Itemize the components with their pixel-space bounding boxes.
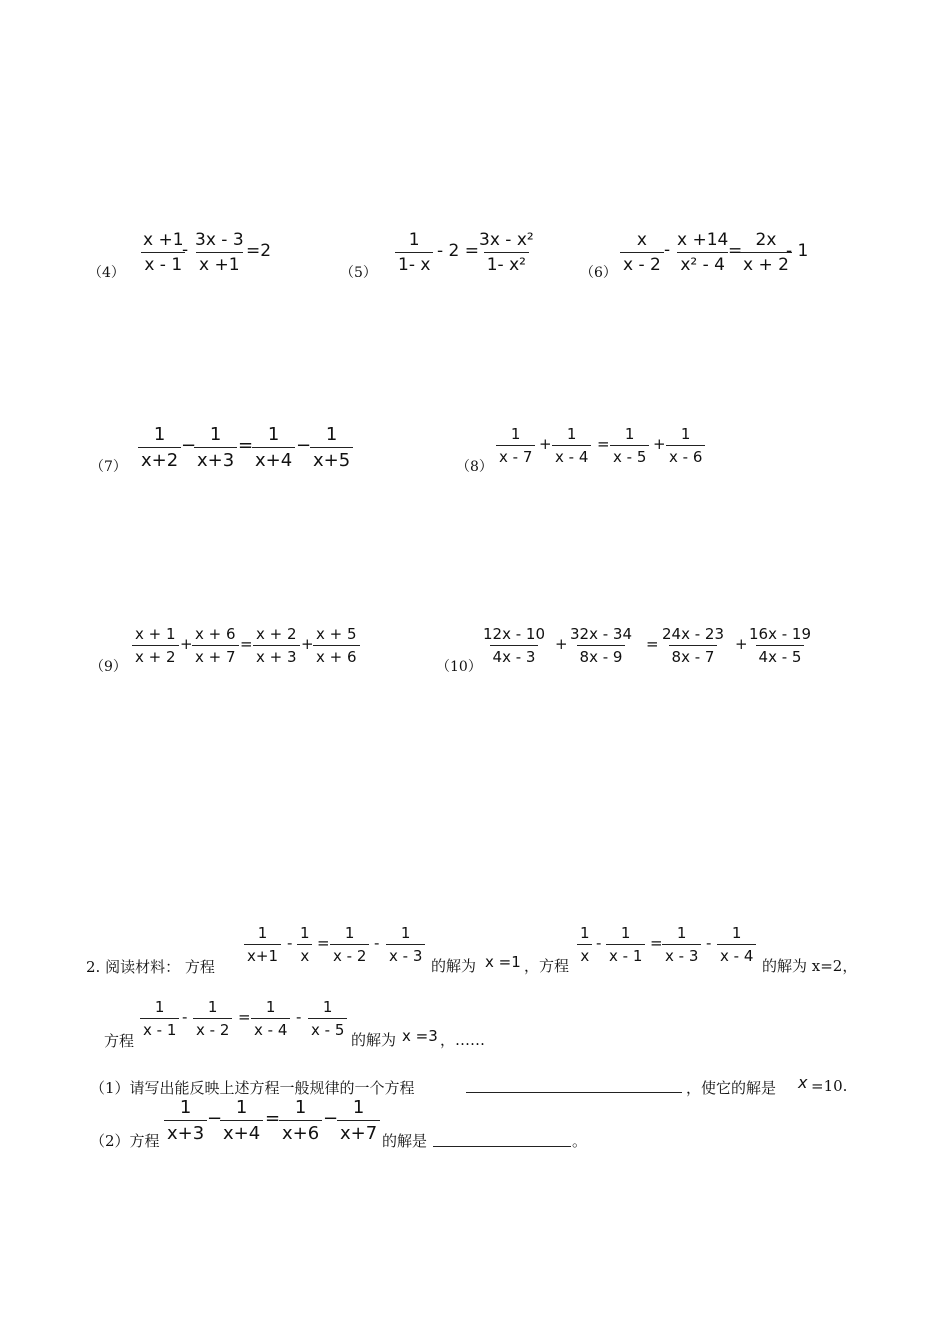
eqD-f3-denominator: x+6 xyxy=(279,1120,322,1143)
eqD-f4-denominator: x+7 xyxy=(337,1120,380,1143)
p10-fraction-4 xyxy=(746,627,814,665)
p10-operator-2: + xyxy=(735,635,748,653)
question-1-variable: x xyxy=(798,1073,808,1092)
p8-f4-denominator: x - 6 xyxy=(666,445,705,465)
p7-f4-numerator: 1 xyxy=(325,424,338,445)
p10-f4-numerator: 16x - 19 xyxy=(749,625,811,643)
p7-fraction-2 xyxy=(194,426,237,470)
p10-equals: = xyxy=(646,635,659,653)
eqC-fraction-1 xyxy=(140,1000,179,1038)
p7-fraction-1 xyxy=(138,426,181,470)
p8-fraction-4 xyxy=(666,427,705,465)
p6-f2-numerator: x +14 xyxy=(677,230,729,250)
p5-f1-denominator: 1- x xyxy=(395,252,433,274)
p6-f1-denominator: x - 2 xyxy=(620,252,664,274)
p9-f4-numerator: x + 5 xyxy=(316,625,357,643)
eqB-f4-denominator: x - 4 xyxy=(717,944,756,964)
p4-f1-numerator: x +1 xyxy=(143,230,184,250)
eqA-f2-denominator: x xyxy=(297,944,312,964)
p4-f2-denominator: x +1 xyxy=(196,252,243,274)
p7-fraction-3 xyxy=(252,426,295,470)
eqC-operator-2: - xyxy=(296,1008,302,1026)
p9-fraction-3 xyxy=(253,627,300,665)
p5-f2-denominator: 1- x² xyxy=(484,252,529,274)
eqB-fraction-3 xyxy=(662,926,701,964)
p7-f4-denominator: x+5 xyxy=(310,447,353,470)
p4-operator-1: - xyxy=(182,240,189,260)
eqA-fraction-3 xyxy=(330,926,369,964)
p6-operator-1: - xyxy=(664,240,671,260)
p7-f2-denominator: x+3 xyxy=(194,447,237,470)
p7-f1-denominator: x+2 xyxy=(138,447,181,470)
p9-f4-denominator: x + 6 xyxy=(313,645,360,665)
eqD-f1-denominator: x+3 xyxy=(164,1120,207,1143)
problem-8-label: （8） xyxy=(456,459,493,475)
p8-fraction-2 xyxy=(552,427,591,465)
p9-fraction-1 xyxy=(132,627,179,665)
p7-f1-numerator: 1 xyxy=(153,424,166,445)
eqD-equals: = xyxy=(265,1108,281,1129)
eqA-solution-text: 的解为 xyxy=(431,957,477,975)
p8-operator-2: + xyxy=(653,435,666,453)
p10-f3-numerator: 24x - 23 xyxy=(662,625,724,643)
problem-7-label: （7） xyxy=(90,459,127,475)
p10-f1-numerator: 12x - 10 xyxy=(483,625,545,643)
eqA-equals: = xyxy=(317,934,330,952)
p5-fraction-2 xyxy=(476,232,537,274)
problem-10-label: （10） xyxy=(436,659,482,675)
eqC-solution-value: x =3 xyxy=(402,1027,438,1045)
eqA-operator-1: - xyxy=(287,934,293,952)
eqD-f3-numerator: 1 xyxy=(294,1097,307,1118)
p8-f2-denominator: x - 4 xyxy=(552,445,591,465)
eqA-fraction-1 xyxy=(244,926,281,964)
p8-equals: = xyxy=(597,435,610,453)
eqC-f2-denominator: x - 2 xyxy=(193,1018,232,1038)
p10-fraction-1 xyxy=(480,627,548,665)
p6-equals: = xyxy=(728,241,743,261)
eqB-f4-numerator: 1 xyxy=(731,924,742,942)
eqC-prefix: 方程 xyxy=(104,1032,135,1050)
eqA-f2-numerator: 1 xyxy=(300,924,310,942)
question-2-prefix: （2）方程 xyxy=(90,1132,160,1150)
question-2-end: 。 xyxy=(572,1132,588,1150)
eqB-f1-numerator: 1 xyxy=(580,924,590,942)
p10-f2-numerator: 32x - 34 xyxy=(570,625,632,643)
eqD-f1-numerator: 1 xyxy=(179,1097,192,1118)
eqA-f4-denominator: x - 3 xyxy=(386,944,425,964)
eqC-fraction-4 xyxy=(308,1000,347,1038)
eqB-equals: = xyxy=(650,934,663,952)
question-2-answer-blank[interactable] xyxy=(433,1145,571,1147)
p8-f1-numerator: 1 xyxy=(510,425,521,443)
p8-operator-1: + xyxy=(539,435,552,453)
p6-f3-denominator: x + 2 xyxy=(740,252,792,274)
p8-f3-denominator: x - 5 xyxy=(610,445,649,465)
eqA-fraction-4 xyxy=(386,926,425,964)
eqC-f2-numerator: 1 xyxy=(207,998,218,1016)
p8-fraction-3 xyxy=(610,427,649,465)
eqA-f4-numerator: 1 xyxy=(400,924,411,942)
p5-middle: - 2 = xyxy=(437,241,480,261)
p9-f2-denominator: x + 7 xyxy=(192,645,239,665)
eqC-fraction-3 xyxy=(251,1000,290,1038)
p8-f3-numerator: 1 xyxy=(624,425,635,443)
eqC-equals: = xyxy=(238,1008,251,1026)
p4-rhs: =2 xyxy=(246,241,272,261)
p10-operator-1: + xyxy=(555,635,568,653)
p6-fraction-3 xyxy=(740,232,792,274)
p7-equals: = xyxy=(238,435,254,456)
p4-fraction-2 xyxy=(192,232,247,274)
p8-f1-denominator: x - 7 xyxy=(496,445,535,465)
eqC-f1-denominator: x - 1 xyxy=(140,1018,179,1038)
p5-f1-numerator: 1 xyxy=(408,230,420,250)
p9-f3-numerator: x + 2 xyxy=(256,625,297,643)
eqB-fraction-1 xyxy=(577,926,593,964)
p9-f3-denominator: x + 3 xyxy=(253,645,300,665)
question-1-after: ，使它的解是 xyxy=(686,1079,777,1097)
question-2-mid: 的解是 xyxy=(382,1132,428,1150)
eqD-f2-denominator: x+4 xyxy=(220,1120,263,1143)
question-1-answer-blank[interactable] xyxy=(466,1091,682,1093)
eqC-f3-numerator: 1 xyxy=(265,998,276,1016)
problem-9-label: （9） xyxy=(90,659,127,675)
p9-fraction-4 xyxy=(313,627,360,665)
eqC-solution-tail: ，…… xyxy=(440,1031,486,1049)
p6-fraction-2 xyxy=(674,232,731,274)
question-1-value: =10. xyxy=(811,1077,848,1095)
eqC-solution-text: 的解为 xyxy=(351,1031,397,1049)
eqC-fraction-2 xyxy=(193,1000,232,1038)
p5-fraction-1 xyxy=(395,232,433,274)
eqD-fraction-4 xyxy=(337,1099,380,1143)
eqB-operator-1: - xyxy=(596,934,602,952)
eqB-f2-denominator: x - 1 xyxy=(606,944,645,964)
p10-f2-denominator: 8x - 9 xyxy=(577,645,626,665)
eqA-f1-numerator: 1 xyxy=(257,924,268,942)
eqB-fraction-2 xyxy=(606,926,645,964)
eqB-f2-numerator: 1 xyxy=(620,924,631,942)
p10-f1-denominator: 4x - 3 xyxy=(490,645,539,665)
eqD-f4-numerator: 1 xyxy=(352,1097,365,1118)
eqB-fraction-4 xyxy=(717,926,756,964)
p7-operator-1: − xyxy=(181,435,197,456)
p4-f1-denominator: x - 1 xyxy=(141,252,185,274)
problem-6-label: （6） xyxy=(580,265,617,281)
p7-f2-numerator: 1 xyxy=(209,424,222,445)
p10-fraction-3 xyxy=(659,627,727,665)
p7-operator-2: − xyxy=(296,435,312,456)
eqD-operator-1: − xyxy=(207,1108,223,1129)
problem-4-label: （4） xyxy=(88,265,125,281)
p4-f2-numerator: 3x - 3 xyxy=(195,230,244,250)
reading-intro: 2. 阅读材料： 方程 xyxy=(86,958,215,976)
eqC-f4-numerator: 1 xyxy=(322,998,333,1016)
p10-f4-denominator: 4x - 5 xyxy=(756,645,805,665)
p9-equals: = xyxy=(240,635,253,653)
p7-f3-denominator: x+4 xyxy=(252,447,295,470)
question-1-text: （1）请写出能反映上述方程一般规律的一个方程 xyxy=(90,1079,415,1097)
eqD-f2-numerator: 1 xyxy=(235,1097,248,1118)
eqD-fraction-3 xyxy=(279,1099,322,1143)
eqB-f3-denominator: x - 3 xyxy=(662,944,701,964)
p9-fraction-2 xyxy=(192,627,239,665)
eqC-f4-denominator: x - 5 xyxy=(308,1018,347,1038)
p9-operator-1: + xyxy=(180,635,193,653)
p8-f4-numerator: 1 xyxy=(680,425,691,443)
p5-f2-numerator: 3x - x² xyxy=(479,230,534,250)
eqD-operator-2: − xyxy=(323,1108,339,1129)
eqB-f3-numerator: 1 xyxy=(676,924,687,942)
eqA-f1-denominator: x+1 xyxy=(244,944,281,964)
eqC-f3-denominator: x - 4 xyxy=(251,1018,290,1038)
p8-f2-numerator: 1 xyxy=(566,425,577,443)
problem-5-label: （5） xyxy=(340,265,377,281)
p7-f3-numerator: 1 xyxy=(267,424,280,445)
p9-operator-2: + xyxy=(301,635,314,653)
p9-f1-numerator: x + 1 xyxy=(135,625,176,643)
eqD-fraction-2 xyxy=(220,1099,263,1143)
p4-fraction-1 xyxy=(140,232,187,274)
eqB-f1-denominator: x xyxy=(577,944,592,964)
eqC-f1-numerator: 1 xyxy=(154,998,165,1016)
p10-fraction-2 xyxy=(567,627,635,665)
p10-f3-denominator: 8x - 7 xyxy=(669,645,718,665)
eqB-operator-2: - xyxy=(706,934,712,952)
p6-f3-numerator: 2x xyxy=(755,230,777,250)
eqA-operator-2: - xyxy=(374,934,380,952)
eqB-prefix: ，方程 xyxy=(524,957,570,975)
eqA-f3-denominator: x - 2 xyxy=(330,944,369,964)
eqA-f3-numerator: 1 xyxy=(344,924,355,942)
p8-fraction-1 xyxy=(496,427,535,465)
eqD-fraction-1 xyxy=(164,1099,207,1143)
p9-f1-denominator: x + 2 xyxy=(132,645,179,665)
p6-f2-denominator: x² - 4 xyxy=(677,252,728,274)
p6-fraction-1 xyxy=(620,232,664,274)
p6-f1-numerator: x xyxy=(636,230,647,250)
eqA-solution-value: x =1 xyxy=(485,953,521,971)
p9-f2-numerator: x + 6 xyxy=(195,625,236,643)
eqB-solution-text: 的解为 x=2， xyxy=(762,957,858,975)
p7-fraction-4 xyxy=(310,426,353,470)
p6-tail: - 1 xyxy=(786,241,809,261)
eqC-operator-1: - xyxy=(182,1008,188,1026)
eqA-fraction-2 xyxy=(297,926,313,964)
